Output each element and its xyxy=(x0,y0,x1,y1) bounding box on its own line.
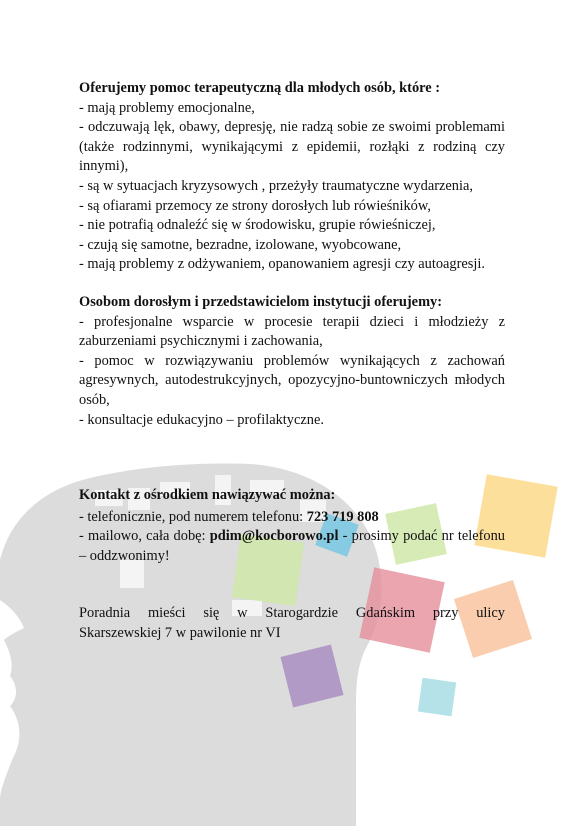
list-item: - mają problemy emocjonalne, xyxy=(79,99,255,116)
list-item: - nie potrafią odnaleźć się w środowisku, grupie rówieśniczej, xyxy=(79,217,436,234)
document-body xyxy=(79,79,505,644)
contact-phone xyxy=(79,508,505,528)
list-item: - profesjonalne wsparcie w procesie terapii dzieci i młodzieży z zaburzeniami psychicznymi i zachowania, xyxy=(79,313,505,350)
offer-heading: Oferujemy pomoc terapeutyczną dla młodych osób, które : xyxy=(79,80,441,96)
address-line-2: Skarszewskiej 7 w pawilonie nr VI xyxy=(79,625,281,642)
list-item: - są ofiarami przemocy ze strony dorosłych lub rówieśników, xyxy=(79,197,431,214)
list-item: - odczuwają lęk, obawy, depresję, nie radzą sobie ze swoimi problemami (także rodzinnymi, wynikającymi z epidemii, rozłąki z rodziną czy innymi), xyxy=(79,119,505,175)
contact-email xyxy=(79,527,505,566)
phone-number[interactable]: 723 719 808 xyxy=(306,508,379,525)
email-note: - prosimy podać nr telefonu – oddzwonimy! xyxy=(79,528,505,564)
list-item: - mają problemy z odżywaniem, opanowaniem agresji czy autoagresji. xyxy=(79,256,485,273)
contact-section xyxy=(79,486,505,566)
address-line-1: Poradnia mieści się w Starogardzie Gdańskim przy ulicy xyxy=(79,605,505,622)
square-cyan xyxy=(418,678,456,716)
email-label: - mailowo, cała dobę: xyxy=(79,528,210,545)
contact-heading: Kontakt z ośrodkiem nawiązywać można: xyxy=(79,487,336,504)
adults-heading: Osobom dorosłym i przedstawicielom instytucji oferujemy: xyxy=(79,293,443,310)
list-item: - pomoc w rozwiązywaniu problemów wynikających z zachowań agresywnych, autodestrukcyjnych, opozycyjno-buntowniczych młodych osób, xyxy=(79,352,505,408)
email-address[interactable]: pdim@kocborowo.pl xyxy=(209,528,339,545)
phone-label: - telefonicznie, pod numerem telefonu: xyxy=(79,508,307,525)
list-item: - są w sytuacjach kryzysowych , przeżyły traumatyczne wydarzenia, xyxy=(79,177,473,194)
address-section xyxy=(79,604,505,643)
offer-section xyxy=(79,79,505,275)
adults-section xyxy=(79,293,505,430)
list-item: - czują się samotne, bezradne, izolowane, wyobcowane, xyxy=(79,236,402,253)
list-item: - konsultacje edukacyjno – profilaktyczne. xyxy=(79,411,324,428)
